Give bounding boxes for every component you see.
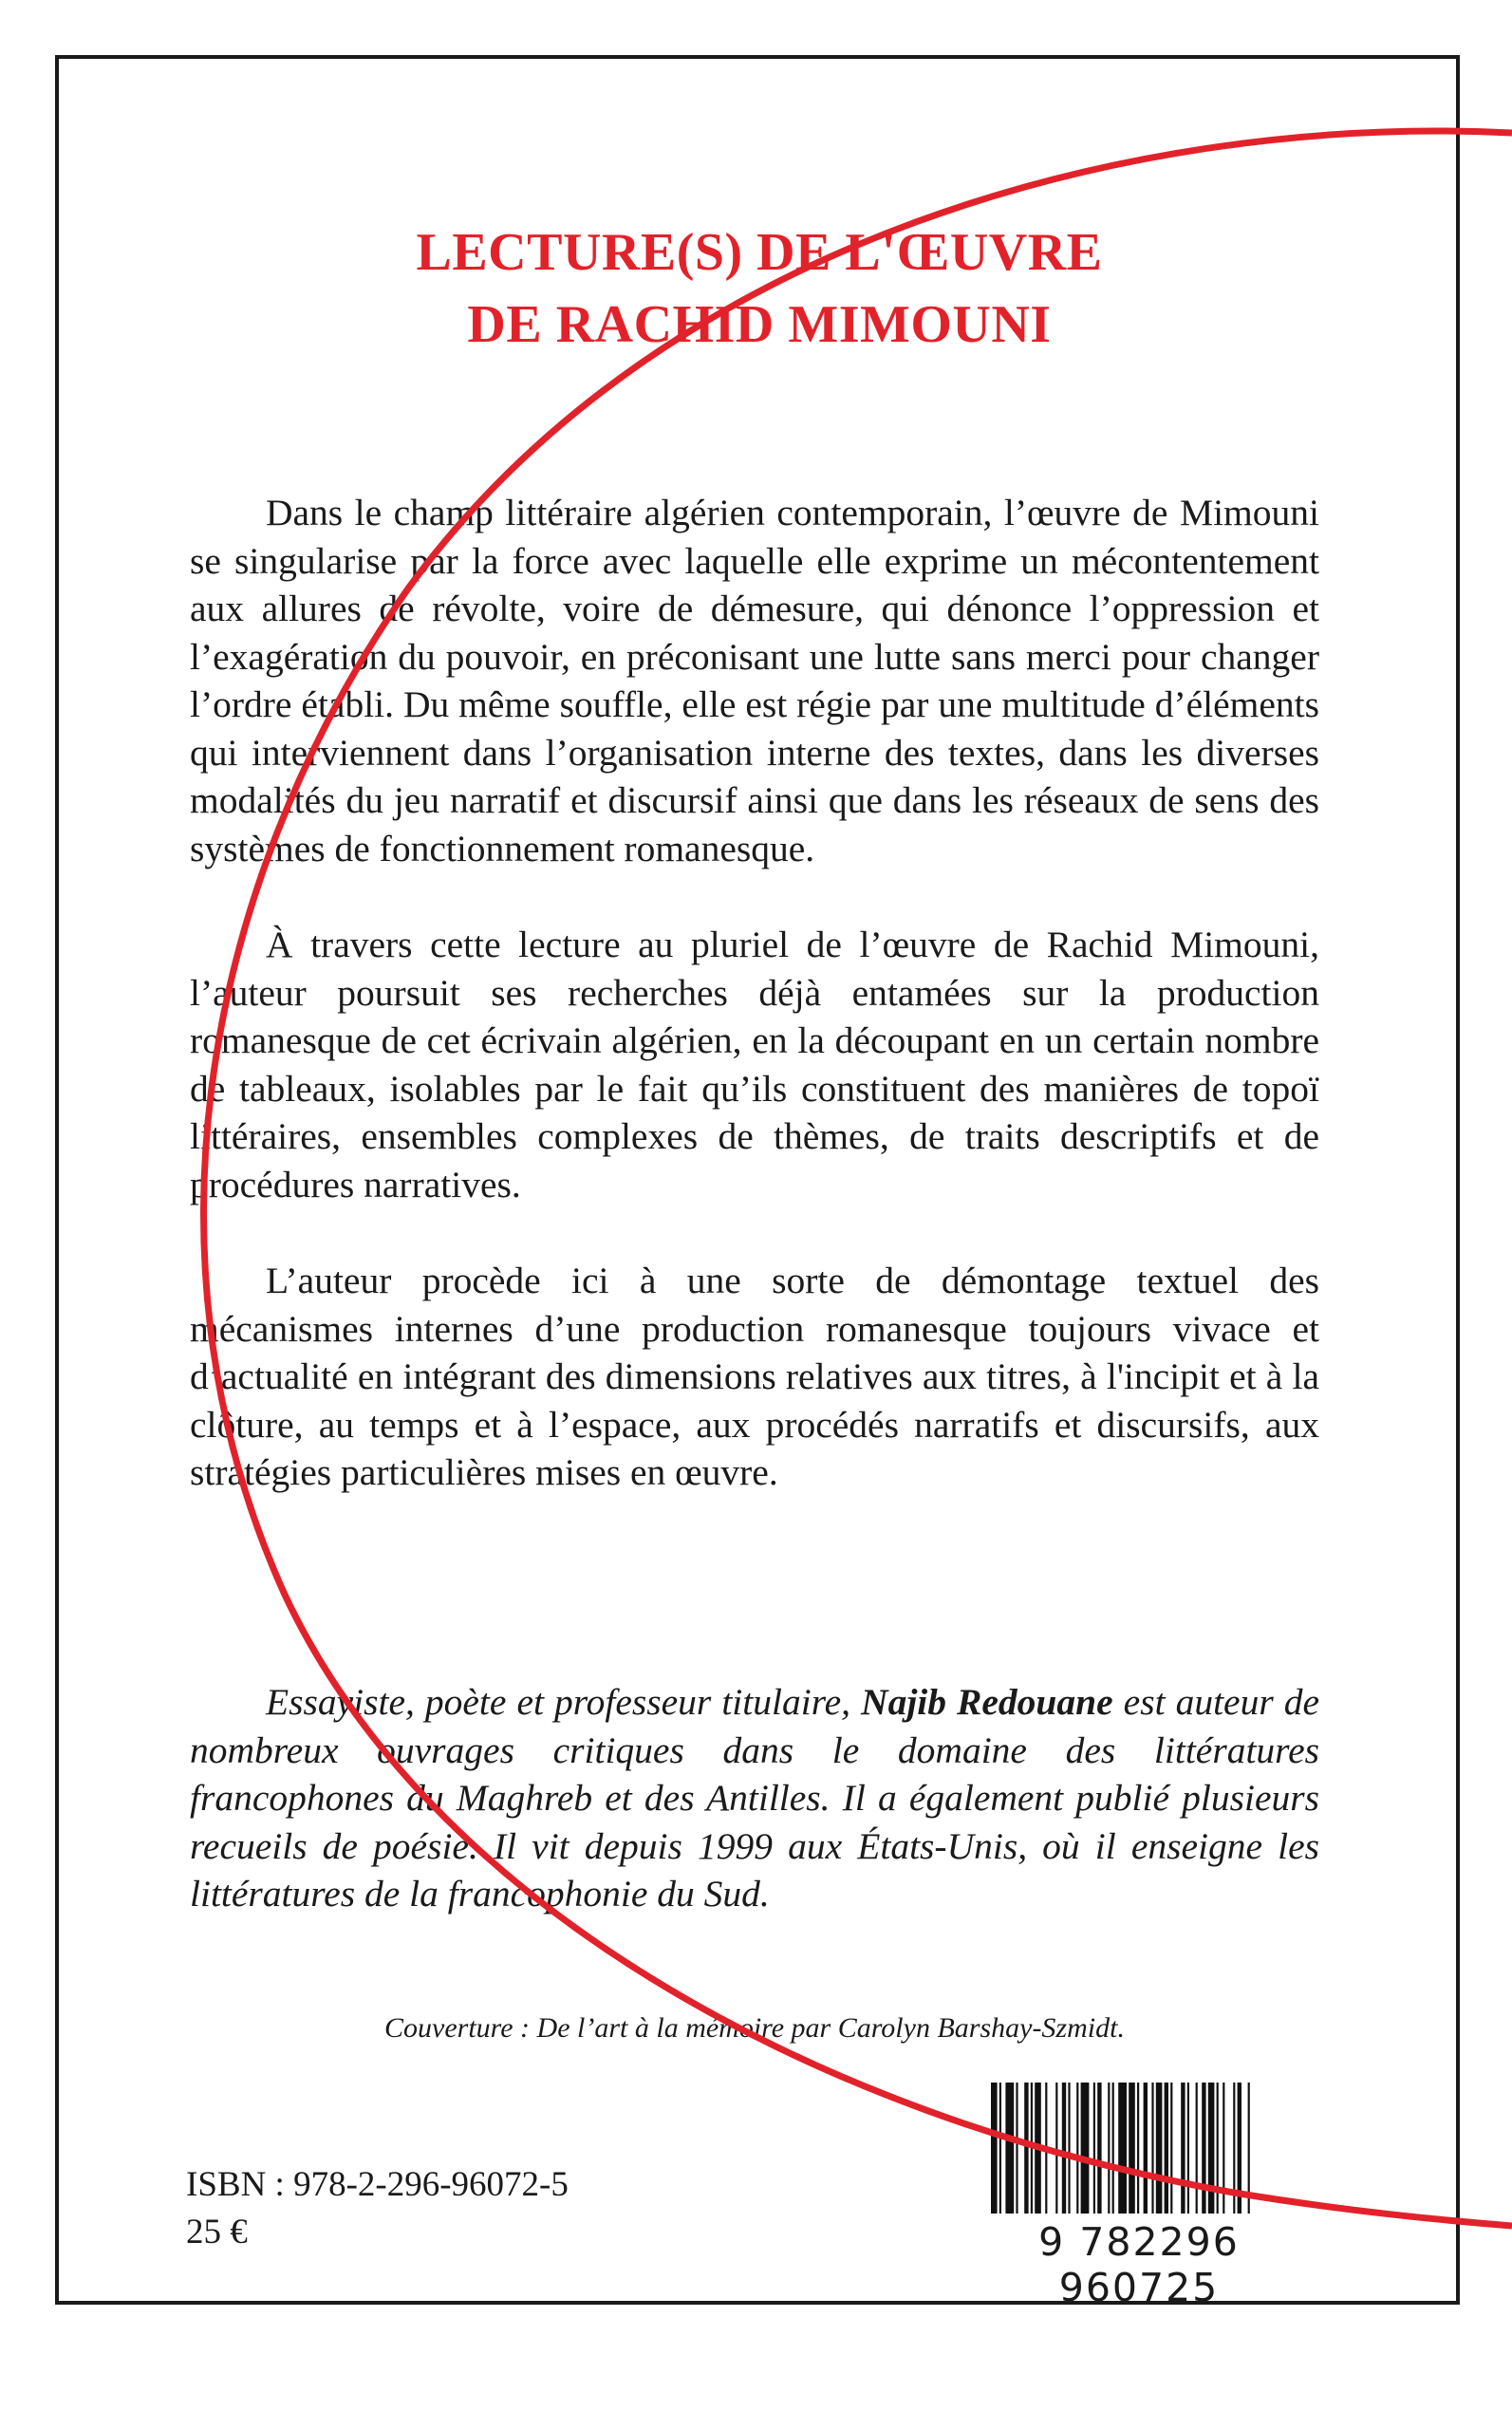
barcode-bar (1196, 2083, 1198, 2214)
barcode-bar (1112, 2083, 1114, 2214)
barcode-bar (1217, 2083, 1219, 2214)
summary-paragraph: Dans le champ littéraire algérien contemporain, l’œuvre de Mimouni se singularise par la force avec laquelle elle exprime un mécontentement aux allures de révolte, voire de démesure, qui dénonce l’oppression et l’exagération du pouvoir, en préconisant une lutte sans merci pour changer l’ordre établi. Du même souffle, elle est régie par une multitude d’éléments qui interviennent dans l’organisation interne des textes, dans les diverses modalités du jeu narratif et discursif ainsi que dans les réseaux de sens des systèmes de fonctionnement romanesque. (190, 492, 1319, 869)
barcode-bar (1068, 2083, 1070, 2214)
barcode-bar (1093, 2083, 1095, 2214)
barcode-bar (1181, 2083, 1185, 2214)
barcode-bar (1024, 2083, 1028, 2214)
author-bio (190, 1678, 1319, 1918)
barcode-bar (1248, 2083, 1250, 2214)
barcode-bar (1055, 2083, 1057, 2214)
book-title (190, 216, 1329, 361)
cover-credit: Couverture : De l’art à la mémoire par Carolyn Barshay-Szmidt. (384, 2012, 1125, 2044)
barcode-bar (1076, 2083, 1078, 2214)
barcode-bar (1031, 2083, 1033, 2214)
barcode-bar (1005, 2083, 1014, 2214)
barcode-bar (1156, 2083, 1163, 2214)
barcode-bar (1165, 2083, 1168, 2214)
barcode-bar (1129, 2083, 1135, 2214)
summary-paragraph: À travers cette lecture au pluriel de l’œuvre de Rachid Mimouni, l’auteur poursuit ses recherches déjà entamées sur la production romanesque de cet écrivain algérien, en la découpant en un certain nombre de tableaux, isolables par le fait qu’ils constituent des manières de topoï littéraires, ensembles complexes de thèmes, de traits descriptifs et de procédures narratives. (190, 924, 1319, 1205)
barcode-bar (1223, 2083, 1224, 2214)
bio-author-name: Najib Redouane (861, 1681, 1113, 1723)
title-line-2: DE RACHID MIMOUNI (467, 295, 1052, 354)
barcode-bar (1144, 2083, 1148, 2214)
barcode-bar (1118, 2083, 1127, 2214)
barcode-bar (1233, 2083, 1235, 2214)
barcode-bar (1151, 2083, 1153, 2214)
barcode-bar (1016, 2083, 1017, 2214)
barcode-bar (1137, 2083, 1139, 2214)
barcode-bar (1062, 2083, 1066, 2214)
title-line-1: LECTURE(S) DE L'ŒUVRE (416, 223, 1103, 282)
barcode-bar (1238, 2083, 1241, 2214)
summary-paragraph: L’auteur procède ici à une sorte de démontage textuel des mécanismes internes d’une production romanesque toujours vivace et d’actualité en intégrant des dimensions relatives aux titres, à l'incipit et à la clôture, au temps et à l’espace, aux procédés narratifs et discursifs, aux stratégies particulières mises en œuvre. (190, 1260, 1319, 1493)
barcode-bar (1208, 2083, 1215, 2214)
barcode-bar (1170, 2083, 1172, 2214)
bio-rest: est auteur de nombreux ouvrages critiques dans le domaine des littératures francophones du Maghreb et des Antilles. Il a également publié plusieurs recueils de poésie. Il vit depuis 1999 aux États-Unis, où il enseigne les littératures de la francophonie du Sud. (190, 1681, 1319, 1915)
summary-text (190, 489, 1319, 1545)
barcode-bar (1108, 2083, 1110, 2214)
barcode-bar (1035, 2083, 1041, 2214)
barcode-bar (1045, 2083, 1047, 2214)
barcode-bar (1187, 2083, 1189, 2214)
barcode-bar (999, 2083, 1001, 2214)
price: 25 € (186, 2213, 248, 2251)
isbn: ISBN : 978-2-296-96072-5 (186, 2165, 569, 2204)
barcode-number: 9 782296 960725 (1038, 2219, 1240, 2310)
barcode-bar (1081, 2083, 1090, 2214)
barcode-bar (1097, 2083, 1101, 2214)
barcode-bar (1202, 2083, 1205, 2214)
bio-intro: Essayiste, poète et professeur titulaire, (266, 1681, 862, 1723)
barcode-bar (991, 2083, 998, 2214)
